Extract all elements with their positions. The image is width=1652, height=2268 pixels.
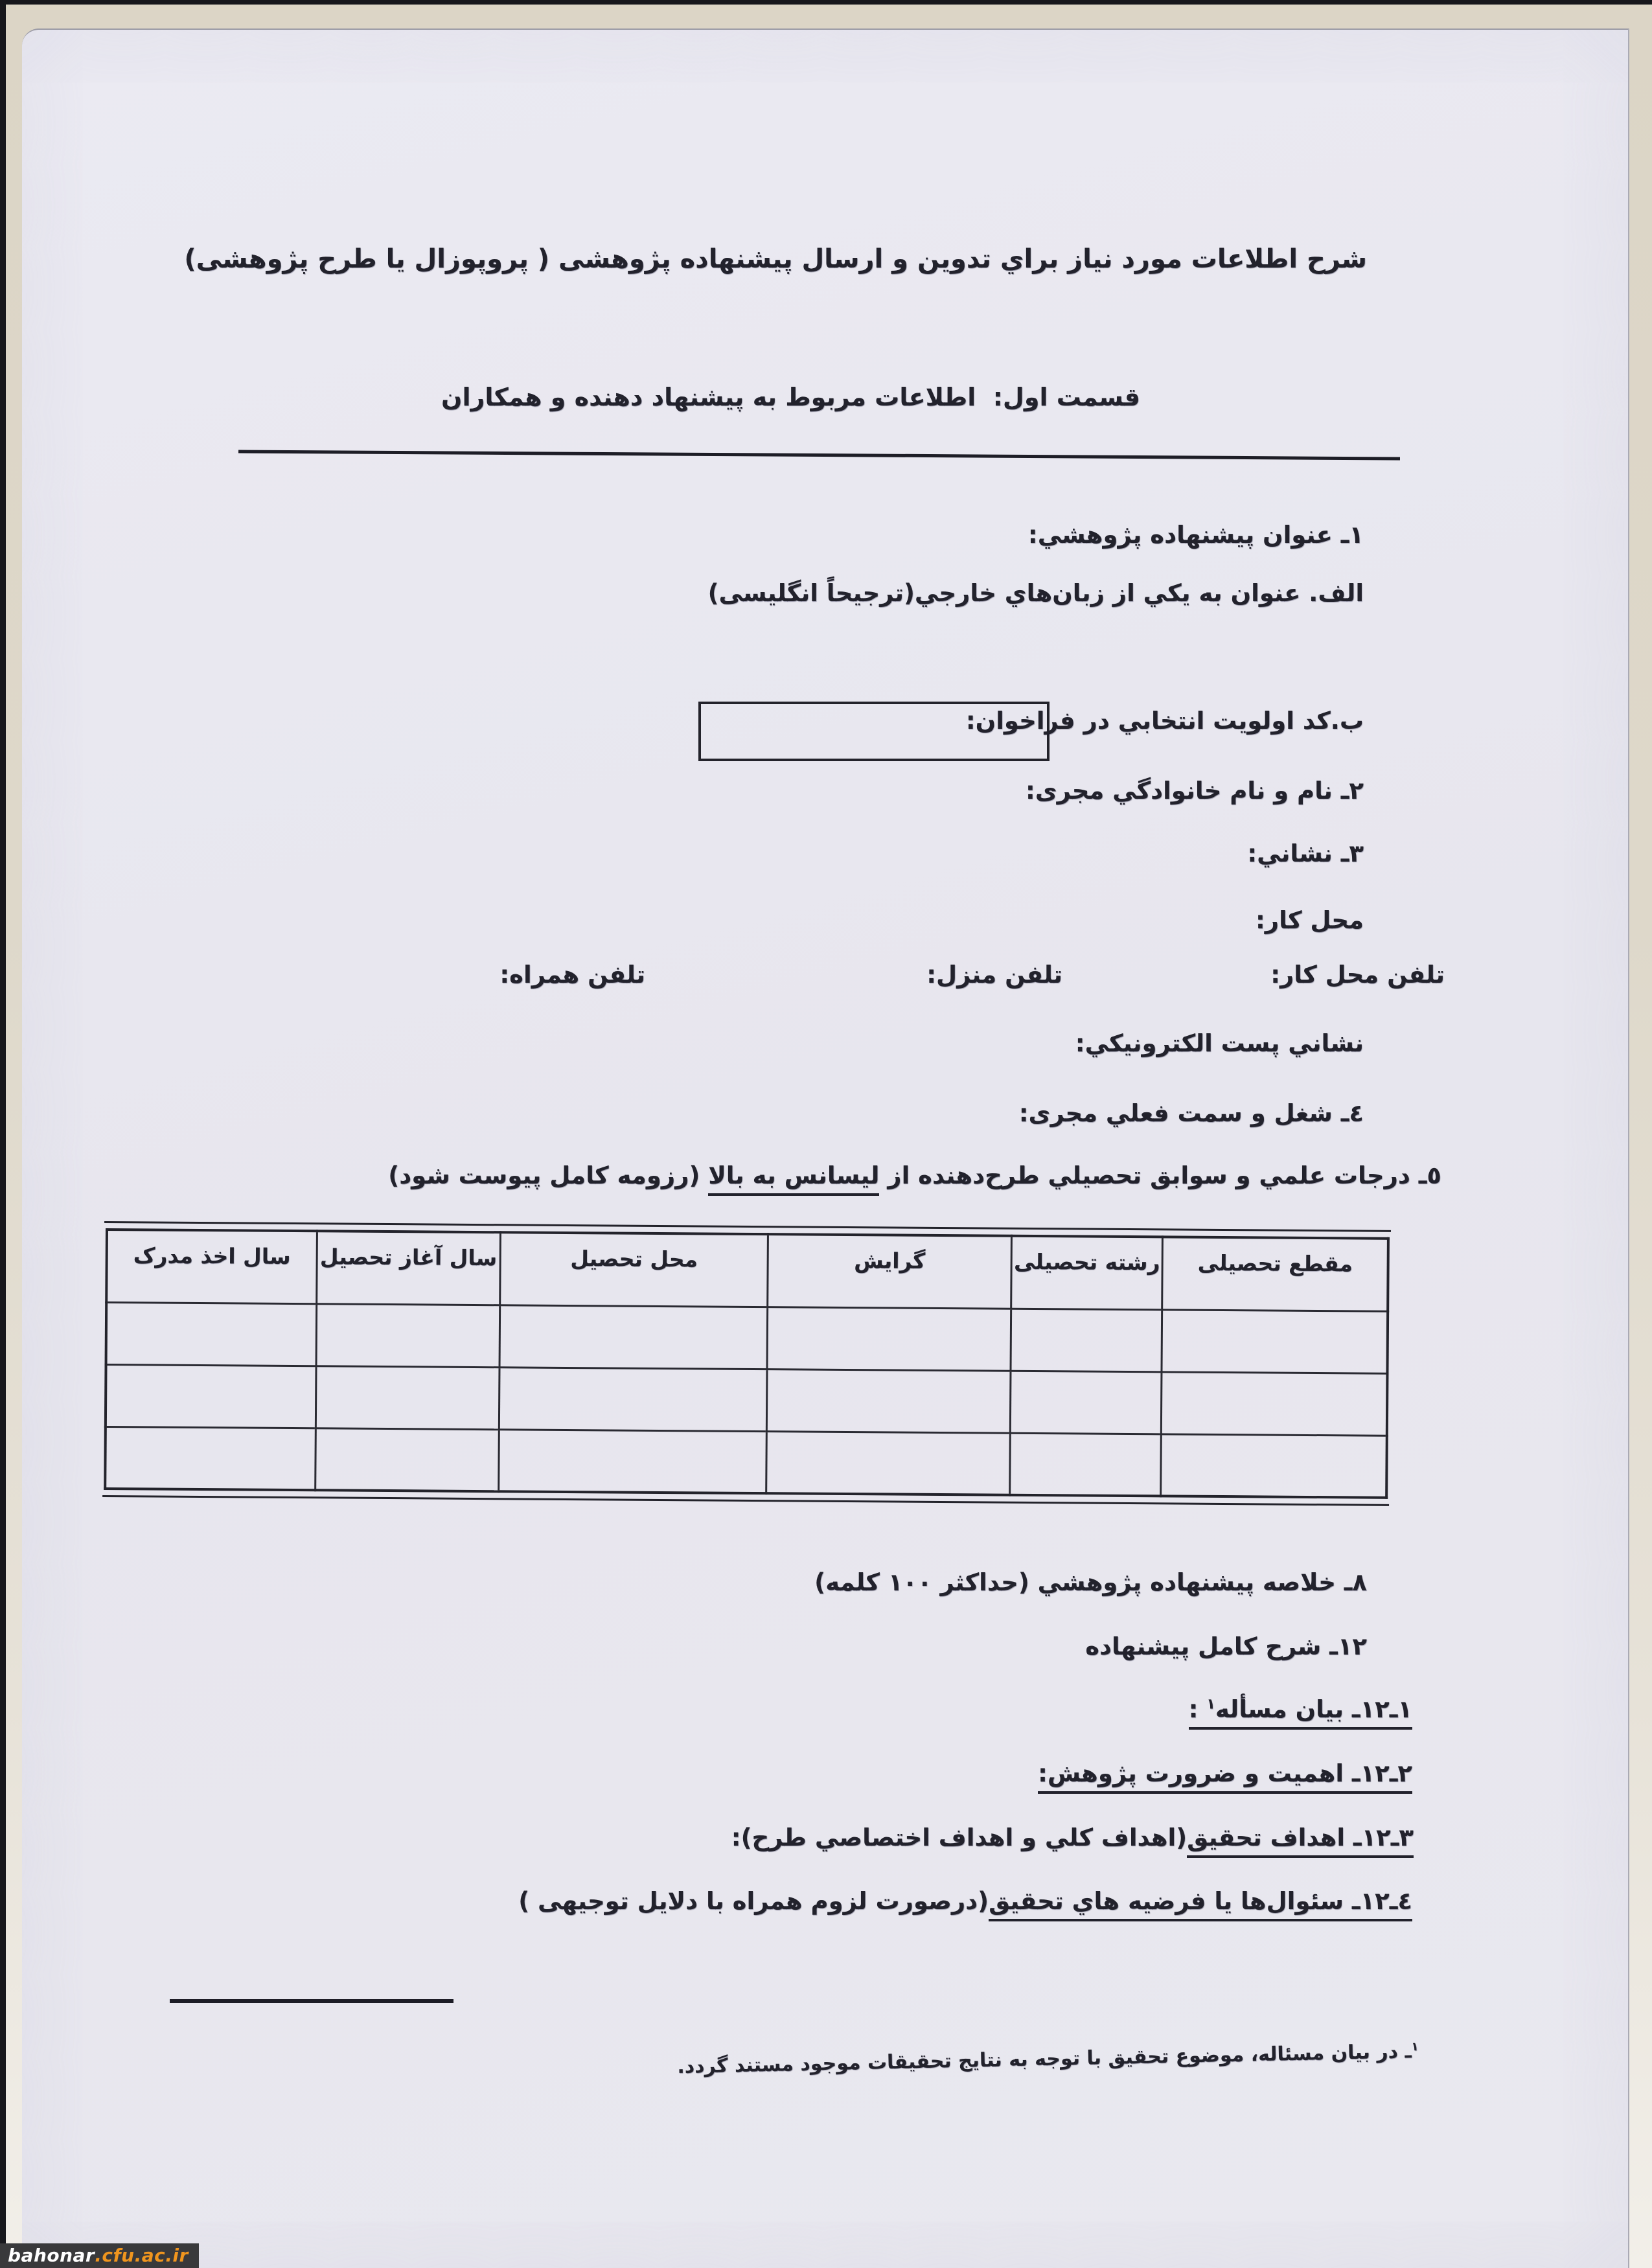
section-12-1-colon: : <box>1188 1695 1207 1723</box>
scan-top-edge <box>0 0 1652 5</box>
table-row <box>106 1302 1388 1373</box>
field-4-job-position: ٤ـ شغل و سمت فعلي مجری: <box>1018 1099 1364 1127</box>
scan-left-edge <box>0 0 6 2268</box>
section-12-1-problem-statement <box>1189 1695 1412 1724</box>
field-home-phone: تلفن منزل: <box>926 961 1062 989</box>
field-1a-foreign-title: الف. عنوان به يكي از زبان‌هاي خارجي(ترجيحاً انگليسی) <box>707 579 1364 607</box>
watermark-domain: .cfu.ac.ir <box>95 2244 189 2266</box>
field-3-address: ٣ـ نشاني: <box>1247 840 1364 867</box>
field-1-proposal-title: ١ـ عنوان پيشنهاده پژوهشي: <box>1027 521 1364 549</box>
footnote-separator <box>170 1999 453 2003</box>
field-email: نشاني پست الكترونيكي: <box>1075 1029 1364 1057</box>
field-work-phone: تلفن محل كار: <box>1270 961 1445 989</box>
section-12-4-detail: (درصورت لزوم همراه با دلايل توجيهی ) <box>518 1887 989 1915</box>
section-12-2-label: ٢ـ١٢ـ اهميت و ضرورت پژوهش: <box>1038 1759 1412 1794</box>
col-header-degree-year: سال اخذ مدرک <box>106 1230 317 1303</box>
section-12-1-label: ١ـ١٢ـ بيان مسأله <box>1215 1695 1412 1723</box>
form-title: شرح اطلاعات مورد نياز براي تدوين و ارسال پيشنهاده پژوهشی ( پروپوزال يا طرح پژوهشی) <box>184 244 1367 274</box>
col-header-specialization: گرایش <box>768 1234 1012 1309</box>
col-header-place-of-study: محل تحصیل <box>499 1232 768 1307</box>
field-mobile-phone: تلفن همراه: <box>499 961 645 989</box>
section-12-2-importance <box>1038 1759 1412 1789</box>
section-12-3-detail: (اهداف كلي و اهداف اختصاصي طرح): <box>731 1824 1187 1851</box>
section-12-full-description: ١٢ـ شرح كامل پيشنهاده <box>1085 1632 1367 1660</box>
education-history-table <box>104 1228 1390 1499</box>
footnote-marker: ١ <box>1411 2040 1419 2054</box>
watermark-site-name: bahonar <box>8 2244 95 2266</box>
section-8-summary: ٨ـ خلاصه پيشنهاده پژوهشي (حداكثر ١٠٠ كلمه) <box>814 1568 1367 1596</box>
field-1b-priority-code: ب.كد اولويت انتخابي در فراخوان: <box>965 707 1364 735</box>
col-header-field-of-study: رشته تحصیلی <box>1011 1236 1163 1310</box>
field-2-executor-name: ٢ـ نام و نام خانوادگي مجری: <box>1025 777 1364 805</box>
footnote-body: ـ در بيان مسئاله، موضوع تحقيق با توجه به نتايج تحقيقات موجود مستند گردد. <box>677 2040 1412 2078</box>
watermark <box>0 2243 199 2268</box>
field-5-underlined-phrase: ليسانس به بالا <box>708 1162 879 1196</box>
table-header-row <box>106 1230 1388 1311</box>
col-header-start-year: سال آغاز تحصیل <box>317 1231 501 1305</box>
col-header-degree-level: مقطع تحصیلی <box>1162 1237 1388 1311</box>
section-12-4-underlined: ٤ـ١٢ـ سئوال‌ها يا فرضيه هاي تحقيق <box>989 1887 1412 1921</box>
field-5-attachment-note: (رزومه كامل پيوست شود) <box>388 1162 709 1189</box>
section-12-4-questions-hypotheses <box>518 1886 1412 1916</box>
document-paper <box>22 29 1629 2268</box>
table-row <box>105 1426 1387 1498</box>
field-5-degrees <box>388 1161 1441 1191</box>
section-12-3-underlined: ٣ـ١٢ـ اهداف تحقيق <box>1187 1824 1414 1858</box>
table-row <box>106 1364 1388 1436</box>
section-12-3-objectives <box>731 1823 1414 1853</box>
field-5-text: ٥ـ درجات علمي و سوابق تحصيلي طرح‌دهنده از <box>879 1162 1441 1189</box>
field-workplace: محل كار: <box>1256 906 1364 934</box>
footnote-reference-mark: ١ <box>1206 1695 1215 1713</box>
part-one-subtitle: قسمت اول: اطلاعات مربوط به پيشنهاد دهنده و همكاران <box>441 383 1140 411</box>
